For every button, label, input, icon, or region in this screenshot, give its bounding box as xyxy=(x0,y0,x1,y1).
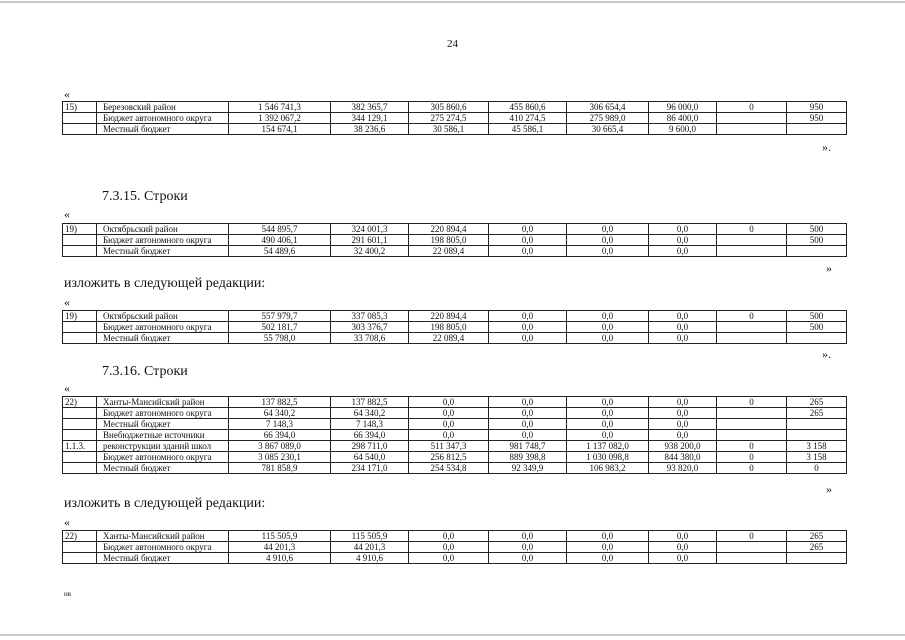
row-label-cell: Местный бюджет xyxy=(97,463,229,474)
value-cell: 154 674,1 xyxy=(229,124,331,135)
value-cell: 455 860,6 xyxy=(489,102,567,113)
value-cell: 490 406,1 xyxy=(229,235,331,246)
data-table xyxy=(62,223,847,257)
table-row xyxy=(63,397,847,408)
value-cell: 950 xyxy=(787,113,847,124)
amendment-intro: изложить в следующей редакции: xyxy=(64,496,266,511)
value-cell: 306 654,4 xyxy=(567,102,649,113)
row-label-cell: Ханты-Мансийский район xyxy=(97,531,229,542)
value-cell: 64 540,0 xyxy=(331,452,409,463)
value-cell: 0,0 xyxy=(409,419,489,430)
table-row xyxy=(63,322,847,333)
value-cell: 115 505,9 xyxy=(229,531,331,542)
value-cell: 0 xyxy=(717,102,787,113)
row-label-cell: Бюджет автономного округа xyxy=(97,235,229,246)
row-number-cell xyxy=(63,408,97,419)
data-table xyxy=(62,310,847,344)
row-number-cell xyxy=(63,113,97,124)
section-heading: 7.3.15. Строки xyxy=(102,189,188,204)
value-cell: 0,0 xyxy=(649,322,717,333)
row-label-cell: Ханты-Мансийский район xyxy=(97,397,229,408)
data-table xyxy=(62,530,847,564)
row-number-cell xyxy=(63,235,97,246)
row-label-cell: Местный бюджет xyxy=(97,333,229,344)
value-cell: 0,0 xyxy=(489,322,567,333)
value-cell: 7 148,3 xyxy=(229,419,331,430)
row-number-cell: 15) xyxy=(63,102,97,113)
value-cell: 0,0 xyxy=(567,419,649,430)
value-cell: 410 274,5 xyxy=(489,113,567,124)
value-cell: 0,0 xyxy=(567,322,649,333)
value-cell: 0,0 xyxy=(489,235,567,246)
value-cell: 66 394,0 xyxy=(331,430,409,441)
value-cell: 30 665,4 xyxy=(567,124,649,135)
quote-close: ». xyxy=(822,140,831,154)
value-cell: 0,0 xyxy=(649,224,717,235)
value-cell: 0,0 xyxy=(489,311,567,322)
value-cell: 0,0 xyxy=(489,430,567,441)
value-cell: 0,0 xyxy=(567,235,649,246)
value-cell: 0 xyxy=(717,311,787,322)
value-cell: 0,0 xyxy=(409,408,489,419)
value-cell: 0,0 xyxy=(567,430,649,441)
value-cell: 0,0 xyxy=(409,397,489,408)
value-cell: 0,0 xyxy=(649,408,717,419)
value-cell: 38 236,6 xyxy=(331,124,409,135)
row-label-cell: Березовский район xyxy=(97,102,229,113)
value-cell: 0,0 xyxy=(567,224,649,235)
data-table xyxy=(62,396,847,474)
value-cell: 0,0 xyxy=(649,531,717,542)
value-cell xyxy=(787,553,847,564)
quote-open: « xyxy=(64,87,70,101)
value-cell: 0,0 xyxy=(649,246,717,257)
value-cell: 1 137 082,0 xyxy=(567,441,649,452)
value-cell: 382 365,7 xyxy=(331,102,409,113)
value-cell: 265 xyxy=(787,408,847,419)
value-cell: 3 158 xyxy=(787,452,847,463)
table-row xyxy=(63,441,847,452)
value-cell: 557 979,7 xyxy=(229,311,331,322)
value-cell: 44 201,3 xyxy=(331,542,409,553)
table-row xyxy=(63,531,847,542)
value-cell: 0 xyxy=(717,452,787,463)
quote-open: « xyxy=(64,295,70,309)
value-cell: 544 895,7 xyxy=(229,224,331,235)
value-cell: 0,0 xyxy=(567,531,649,542)
value-cell xyxy=(717,235,787,246)
value-cell: 22 089,4 xyxy=(409,246,489,257)
table-row xyxy=(63,542,847,553)
value-cell xyxy=(717,124,787,135)
value-cell: 500 xyxy=(787,224,847,235)
value-cell: 0 xyxy=(717,463,787,474)
table-row xyxy=(63,102,847,113)
row-label-cell: Внебюджетные источники xyxy=(97,430,229,441)
value-cell: 0,0 xyxy=(489,419,567,430)
value-cell: 0,0 xyxy=(649,311,717,322)
value-cell: 0,0 xyxy=(409,430,489,441)
value-cell: 198 805,0 xyxy=(409,322,489,333)
value-cell: 254 534,8 xyxy=(409,463,489,474)
table-row xyxy=(63,224,847,235)
value-cell: 86 400,0 xyxy=(649,113,717,124)
value-cell: 198 805,0 xyxy=(409,235,489,246)
row-number-cell: 19) xyxy=(63,311,97,322)
row-number-cell xyxy=(63,542,97,553)
value-cell xyxy=(717,246,787,257)
value-cell: 4 910,6 xyxy=(229,553,331,564)
value-cell: 22 089,4 xyxy=(409,333,489,344)
value-cell: 3 158 xyxy=(787,441,847,452)
table-row xyxy=(63,246,847,257)
quote-close: » xyxy=(826,261,832,275)
value-cell xyxy=(717,322,787,333)
value-cell: 55 798,0 xyxy=(229,333,331,344)
value-cell: 33 708,6 xyxy=(331,333,409,344)
value-cell: 96 000,0 xyxy=(649,102,717,113)
value-cell: 64 340,2 xyxy=(331,408,409,419)
value-cell: 324 001,3 xyxy=(331,224,409,235)
value-cell: 0,0 xyxy=(567,408,649,419)
value-cell: 93 820,0 xyxy=(649,463,717,474)
row-number-cell xyxy=(63,246,97,257)
data-table xyxy=(62,101,847,135)
table-row xyxy=(63,333,847,344)
value-cell: 0,0 xyxy=(489,397,567,408)
value-cell: 30 586,1 xyxy=(409,124,489,135)
value-cell: 938 200,0 xyxy=(649,441,717,452)
section-heading: 7.3.16. Строки xyxy=(102,364,188,379)
value-cell: 0,0 xyxy=(489,333,567,344)
value-cell: 0,0 xyxy=(567,246,649,257)
value-cell: 44 201,3 xyxy=(229,542,331,553)
value-cell: 45 586,1 xyxy=(489,124,567,135)
value-cell: 0 xyxy=(717,224,787,235)
row-number-cell xyxy=(63,124,97,135)
value-cell xyxy=(787,246,847,257)
row-number-cell: 1.1.3. xyxy=(63,441,97,452)
value-cell xyxy=(787,419,847,430)
table-row xyxy=(63,419,847,430)
value-cell xyxy=(717,333,787,344)
value-cell: 265 xyxy=(787,397,847,408)
value-cell: 0,0 xyxy=(409,531,489,542)
footer-mark: нв xyxy=(64,590,72,598)
value-cell: 1 392 067,2 xyxy=(229,113,331,124)
row-number-cell xyxy=(63,333,97,344)
value-cell: 54 489,6 xyxy=(229,246,331,257)
value-cell: 234 171,0 xyxy=(331,463,409,474)
value-cell: 115 505,9 xyxy=(331,531,409,542)
value-cell: 0,0 xyxy=(489,531,567,542)
value-cell: 0 xyxy=(717,531,787,542)
value-cell: 337 085,3 xyxy=(331,311,409,322)
row-label-cell: Бюджет автономного округа xyxy=(97,542,229,553)
row-label-cell: Бюджет автономного округа xyxy=(97,113,229,124)
row-number-cell: 22) xyxy=(63,397,97,408)
row-number-cell xyxy=(63,553,97,564)
row-label-cell: Местный бюджет xyxy=(97,246,229,257)
value-cell xyxy=(717,430,787,441)
value-cell xyxy=(787,333,847,344)
value-cell: 0 xyxy=(787,463,847,474)
value-cell: 950 xyxy=(787,102,847,113)
table-row xyxy=(63,124,847,135)
value-cell: 0,0 xyxy=(567,542,649,553)
value-cell: 0,0 xyxy=(649,333,717,344)
value-cell: 0,0 xyxy=(489,553,567,564)
value-cell: 275 989,0 xyxy=(567,113,649,124)
value-cell: 265 xyxy=(787,542,847,553)
quote-close: » xyxy=(826,482,832,496)
row-number-cell xyxy=(63,463,97,474)
value-cell: 0,0 xyxy=(649,235,717,246)
quote-close: ». xyxy=(822,347,831,361)
scan-edge-bottom xyxy=(0,634,905,636)
table-row xyxy=(63,452,847,463)
value-cell: 64 340,2 xyxy=(229,408,331,419)
value-cell: 0,0 xyxy=(489,246,567,257)
value-cell: 0,0 xyxy=(649,542,717,553)
table-row xyxy=(63,463,847,474)
value-cell: 0,0 xyxy=(409,553,489,564)
row-label-cell: Бюджет автономного округа xyxy=(97,408,229,419)
value-cell: 137 882,5 xyxy=(229,397,331,408)
value-cell: 781 858,9 xyxy=(229,463,331,474)
value-cell xyxy=(717,113,787,124)
value-cell: 844 380,0 xyxy=(649,452,717,463)
row-label-cell: Бюджет автономного округа xyxy=(97,452,229,463)
row-number-cell xyxy=(63,452,97,463)
value-cell xyxy=(787,124,847,135)
value-cell: 344 129,1 xyxy=(331,113,409,124)
value-cell: 511 347,3 xyxy=(409,441,489,452)
value-cell: 0,0 xyxy=(409,542,489,553)
row-number-cell xyxy=(63,322,97,333)
value-cell: 0,0 xyxy=(649,397,717,408)
value-cell xyxy=(717,408,787,419)
value-cell xyxy=(787,430,847,441)
value-cell: 265 xyxy=(787,531,847,542)
value-cell: 275 274,5 xyxy=(409,113,489,124)
row-number-cell: 19) xyxy=(63,224,97,235)
value-cell: 92 349,9 xyxy=(489,463,567,474)
value-cell: 303 376,7 xyxy=(331,322,409,333)
value-cell: 0,0 xyxy=(489,408,567,419)
value-cell: 981 748,7 xyxy=(489,441,567,452)
value-cell: 1 546 741,3 xyxy=(229,102,331,113)
value-cell: 0,0 xyxy=(649,419,717,430)
value-cell: 0,0 xyxy=(567,333,649,344)
value-cell: 0,0 xyxy=(649,430,717,441)
value-cell: 0,0 xyxy=(489,224,567,235)
row-label-cell: Местный бюджет xyxy=(97,553,229,564)
value-cell: 4 910,6 xyxy=(331,553,409,564)
table-row xyxy=(63,311,847,322)
value-cell: 291 601,1 xyxy=(331,235,409,246)
value-cell: 66 394,0 xyxy=(229,430,331,441)
value-cell: 3 085 230,1 xyxy=(229,452,331,463)
value-cell xyxy=(717,542,787,553)
amendment-intro: изложить в следующей редакции: xyxy=(64,276,266,291)
quote-open: « xyxy=(64,207,70,221)
table-row xyxy=(63,235,847,246)
value-cell: 500 xyxy=(787,235,847,246)
value-cell: 0,0 xyxy=(489,542,567,553)
value-cell: 500 xyxy=(787,322,847,333)
row-label-cell: Местный бюджет xyxy=(97,124,229,135)
value-cell: 9 600,0 xyxy=(649,124,717,135)
table-row xyxy=(63,553,847,564)
value-cell: 3 867 089,0 xyxy=(229,441,331,452)
value-cell: 137 882,5 xyxy=(331,397,409,408)
value-cell: 0 xyxy=(717,397,787,408)
value-cell: 889 398,8 xyxy=(489,452,567,463)
value-cell: 0,0 xyxy=(649,553,717,564)
value-cell: 502 181,7 xyxy=(229,322,331,333)
value-cell: 32 400,2 xyxy=(331,246,409,257)
value-cell: 500 xyxy=(787,311,847,322)
value-cell: 0,0 xyxy=(567,311,649,322)
table-row xyxy=(63,113,847,124)
value-cell xyxy=(717,553,787,564)
value-cell: 220 894,4 xyxy=(409,311,489,322)
table-row xyxy=(63,408,847,419)
page-number: 24 xyxy=(447,38,458,50)
value-cell: 0,0 xyxy=(567,553,649,564)
row-label-cell: реконструкции зданий школ xyxy=(97,441,229,452)
row-label-cell: Местный бюджет xyxy=(97,419,229,430)
value-cell: 220 894,4 xyxy=(409,224,489,235)
row-label-cell: Октябрьский район xyxy=(97,311,229,322)
value-cell xyxy=(717,419,787,430)
value-cell: 0,0 xyxy=(567,397,649,408)
value-cell: 305 860,6 xyxy=(409,102,489,113)
quote-open: « xyxy=(64,515,70,529)
table-row xyxy=(63,430,847,441)
row-label-cell: Бюджет автономного округа xyxy=(97,322,229,333)
row-number-cell xyxy=(63,430,97,441)
row-number-cell: 22) xyxy=(63,531,97,542)
value-cell: 106 983,2 xyxy=(567,463,649,474)
row-label-cell: Октябрьский район xyxy=(97,224,229,235)
value-cell: 0 xyxy=(717,441,787,452)
value-cell: 7 148,3 xyxy=(331,419,409,430)
value-cell: 298 711,0 xyxy=(331,441,409,452)
value-cell: 256 812,5 xyxy=(409,452,489,463)
value-cell: 1 030 098,8 xyxy=(567,452,649,463)
row-number-cell xyxy=(63,419,97,430)
quote-open: « xyxy=(64,381,70,395)
scan-edge-top xyxy=(0,1,905,3)
